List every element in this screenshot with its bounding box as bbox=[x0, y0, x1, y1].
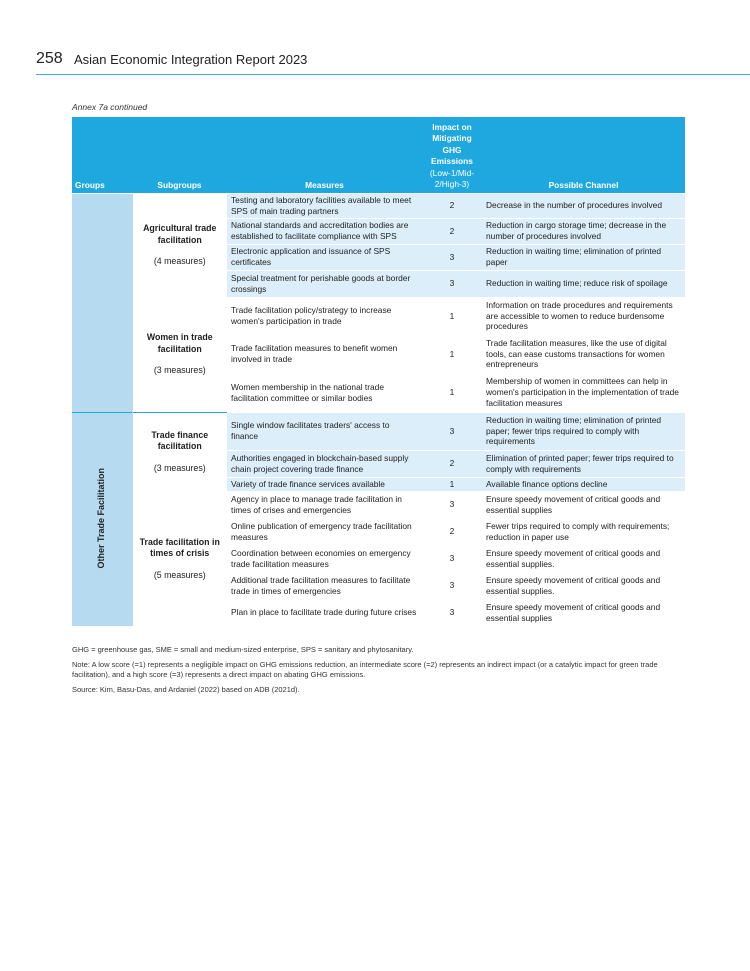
subgroup-count: (3 measures) bbox=[153, 462, 206, 473]
impact-cell: 3 bbox=[422, 270, 482, 297]
col-header-channel: Possible Channel bbox=[482, 117, 685, 193]
col-header-groups: Groups bbox=[72, 117, 132, 193]
impact-cell: 3 bbox=[422, 572, 482, 599]
measure-cell: Online publication of emergency trade facilitation measures bbox=[227, 518, 422, 545]
channel-cell: Information on trade procedures and requirements are accessible to women to reduce burdensome procedures bbox=[482, 297, 685, 335]
impact-cell: 2 bbox=[422, 518, 482, 545]
page-header bbox=[36, 50, 750, 75]
subgroup-count: (5 measures) bbox=[153, 569, 206, 580]
table-header-row bbox=[72, 117, 685, 193]
table-row bbox=[72, 297, 685, 335]
measure-cell: Electronic application and issuance of SPS certificates bbox=[227, 244, 422, 270]
channel-cell: Fewer trips required to comply with requirements; reduction in paper use bbox=[482, 518, 685, 545]
channel-cell: Membership of women in committees can help in women's participation in the implementation of trade facilitation measures bbox=[482, 373, 685, 412]
measure-cell: Trade facilitation policy/strategy to increase women's participation in trade bbox=[227, 297, 422, 335]
subgroup-title: Women in trade facilitation bbox=[146, 332, 213, 354]
channel-cell: Reduction in waiting time; reduce risk of spoilage bbox=[482, 270, 685, 297]
scoring-note: Note: A low score (=1) represents a negligible impact on GHG emissions reduction, an intermediate score (=2) represents an indirect impact (or a catalytic impact for green trade facilitation), and a high score (=3) represents a direct impact on abating GHG emissions. bbox=[72, 660, 658, 679]
col-header-impact bbox=[422, 117, 482, 193]
channel-cell: Ensure speedy movement of critical goods and essential supplies. bbox=[482, 572, 685, 599]
impact-cell: 1 bbox=[422, 373, 482, 412]
report-title: Asian Economic Integration Report 2023 bbox=[74, 52, 308, 67]
table-notes bbox=[72, 645, 685, 700]
subgroup-count: (3 measures) bbox=[153, 365, 206, 376]
subgroup-title: Agricultural trade facilitation bbox=[143, 223, 217, 245]
measure-cell: Women membership in the national trade facilitation committee or similar bodies bbox=[227, 373, 422, 412]
measure-cell: Additional trade facilitation measures to facilitate trade in times of emergencies bbox=[227, 572, 422, 599]
channel-cell: Available finance options decline bbox=[482, 477, 685, 491]
measure-cell: Special treatment for perishable goods at border crossings bbox=[227, 270, 422, 297]
subgroup-title: Trade finance facilitation bbox=[151, 429, 209, 452]
measure-cell: Single window facilitates traders' access to finance bbox=[227, 412, 422, 450]
channel-cell: Ensure speedy movement of critical goods and essential supplies. bbox=[482, 545, 685, 572]
col-header-measures: Measures bbox=[227, 117, 422, 193]
impact-cell: 3 bbox=[422, 491, 482, 518]
measure-cell: Plan in place to facilitate trade during future crises bbox=[227, 599, 422, 626]
subgroup-cell bbox=[132, 297, 227, 412]
impact-scale: (Low-1/Mid-2/High-3) bbox=[429, 167, 475, 189]
source-note: Source: Kim, Basu-Das, and Ardaniel (2022) based on ADB (2021d). bbox=[72, 685, 300, 694]
impact-cell: 3 bbox=[422, 244, 482, 270]
channel-cell: Trade facilitation measures, like the use of digital tools, can ease customs transactions for women entrepreneurs bbox=[482, 335, 685, 373]
measure-cell: Agency in place to manage trade facilitation in times of crises and emergencies bbox=[227, 491, 422, 518]
subgroup-cell bbox=[132, 193, 227, 297]
measure-cell: National standards and accreditation bodies are established to facilitate compliance with SPS bbox=[227, 218, 422, 244]
impact-cell: 2 bbox=[422, 450, 482, 477]
measures-table bbox=[72, 117, 685, 627]
page-number: 258 bbox=[36, 50, 63, 67]
channel-cell: Elimination of printed paper; fewer trips required to comply with requirements bbox=[482, 450, 685, 477]
annex-label: Annex 7a continued bbox=[72, 102, 148, 112]
channel-cell: Decrease in the number of procedures involved bbox=[482, 193, 685, 218]
measure-cell: Authorities engaged in blockchain-based supply chain project covering trade finance bbox=[227, 450, 422, 477]
channel-cell: Reduction in waiting time; elimination of printed paper; fewer trips required to comply with requirements bbox=[482, 412, 685, 450]
impact-cell: 3 bbox=[422, 412, 482, 450]
channel-cell: Reduction in waiting time; elimination of printed paper bbox=[482, 244, 685, 270]
impact-title: Impact on Mitigating GHG Emissions bbox=[431, 121, 473, 166]
measure-cell: Variety of trade finance services available bbox=[227, 477, 422, 491]
group-cell bbox=[72, 193, 132, 412]
measure-cell: Trade facilitation measures to benefit women involved in trade bbox=[227, 335, 422, 373]
table-row bbox=[72, 412, 685, 450]
table-row bbox=[72, 491, 685, 518]
subgroup-cell bbox=[132, 412, 227, 491]
channel-cell: Ensure speedy movement of critical goods and essential supplies bbox=[482, 491, 685, 518]
impact-cell: 1 bbox=[422, 477, 482, 491]
channel-cell: Ensure speedy movement of critical goods and essential supplies bbox=[482, 599, 685, 626]
table-row bbox=[72, 193, 685, 218]
col-header-subgroups: Subgroups bbox=[132, 117, 227, 193]
measure-cell: Coordination between economies on emergency trade facilitation measures bbox=[227, 545, 422, 572]
impact-cell: 1 bbox=[422, 297, 482, 335]
impact-cell: 3 bbox=[422, 599, 482, 626]
measure-cell: Testing and laboratory facilities available to meet SPS of main trading partners bbox=[227, 193, 422, 218]
group-cell bbox=[72, 412, 132, 626]
group-label: Other Trade Facilitation bbox=[96, 467, 107, 569]
subgroup-count: (4 measures) bbox=[153, 256, 206, 267]
subgroup-cell bbox=[132, 491, 227, 626]
impact-cell: 1 bbox=[422, 335, 482, 373]
impact-cell: 2 bbox=[422, 218, 482, 244]
abbreviations-note: GHG = greenhouse gas, SME = small and medium-sized enterprise, SPS = sanitary and phytosanitary. bbox=[72, 645, 414, 654]
subgroup-title: Trade facilitation in times of crisis bbox=[139, 536, 220, 559]
channel-cell: Reduction in cargo storage time; decrease in the number of procedures involved bbox=[482, 218, 685, 244]
impact-cell: 3 bbox=[422, 545, 482, 572]
impact-cell: 2 bbox=[422, 193, 482, 218]
